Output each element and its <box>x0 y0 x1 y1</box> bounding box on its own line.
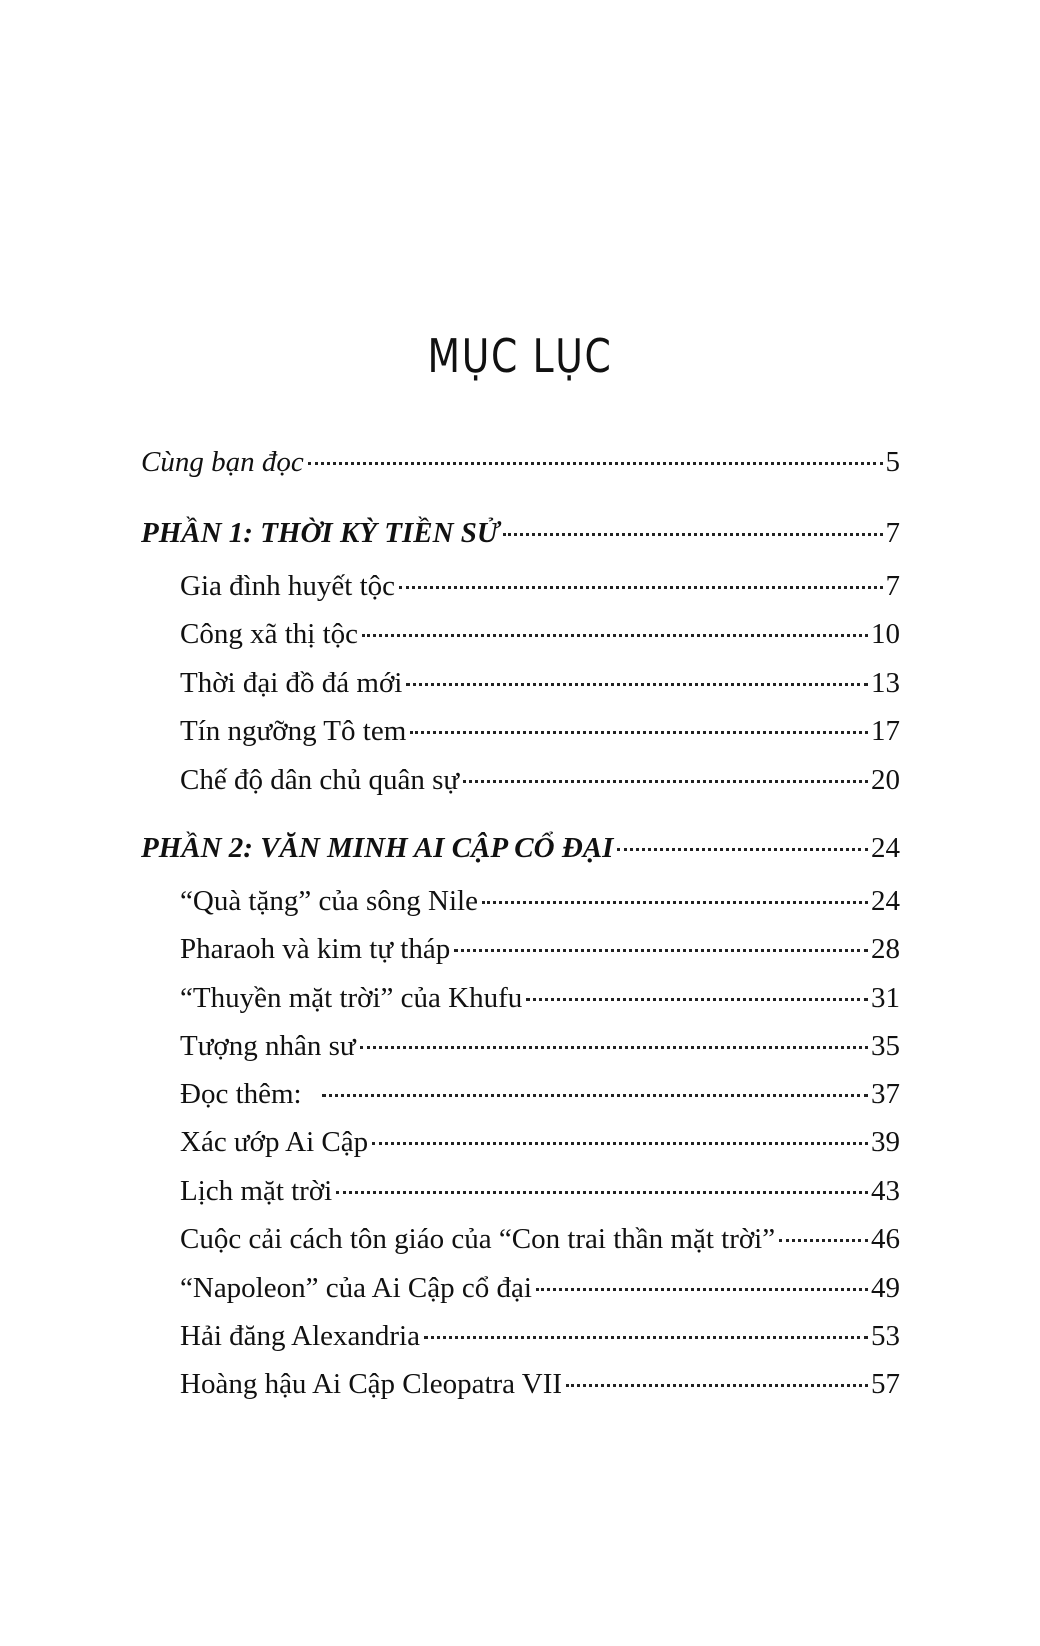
toc-entry[interactable] <box>180 614 900 654</box>
toc-entry[interactable] <box>180 1364 900 1404</box>
toc-entry-label: Xác ướp Ai Cập <box>180 1126 369 1158</box>
toc-entry[interactable] <box>180 1316 900 1356</box>
toc-leader-dots <box>566 1384 868 1387</box>
toc-entry[interactable] <box>180 1219 900 1259</box>
toc-entry-label: Hoàng hậu Ai Cập Cleopatra VII <box>180 1368 563 1400</box>
toc-entry-label: Công xã thị tộc <box>180 618 359 650</box>
toc-page-number: 5 <box>885 446 900 478</box>
toc-page-number: 28 <box>871 933 900 965</box>
toc-entry-part-2[interactable] <box>141 828 900 868</box>
toc-leader-dots <box>308 462 883 465</box>
toc-entry[interactable] <box>180 1026 900 1066</box>
toc-entry-label: “Napoleon” của Ai Cập cổ đại <box>180 1272 532 1304</box>
toc-entry-label: “Quà tặng” của sông Nile <box>180 885 478 917</box>
toc-page-number: 49 <box>871 1272 900 1304</box>
toc-leader-dots <box>360 1046 868 1049</box>
toc-page-number: 24 <box>871 832 900 864</box>
toc-entry-label: Hải đăng Alexandria <box>180 1320 420 1352</box>
toc-page-number: 43 <box>871 1175 900 1207</box>
toc-leader-dots <box>406 683 868 686</box>
toc-entry-label: Cùng bạn đọc <box>141 446 304 478</box>
toc-page-number: 7 <box>885 517 900 549</box>
toc-entry-label: PHẦN 2: VĂN MINH AI CẬP CỔ ĐẠI <box>141 832 614 864</box>
toc-entry[interactable] <box>180 663 900 703</box>
toc-entry[interactable] <box>180 1122 900 1162</box>
toc-entry[interactable] <box>180 1171 900 1211</box>
toc-leader-dots <box>503 533 882 536</box>
toc-entry-label: PHẦN 1: THỜI KỲ TIỀN SỬ <box>141 517 500 549</box>
toc-leader-dots <box>463 780 868 783</box>
toc-page-number: 13 <box>871 667 900 699</box>
toc-entry-label: Cuộc cải cách tôn giáo của “Con trai thần mặt trời” <box>180 1223 776 1255</box>
toc-entry-label: Đọc thêm: <box>180 1078 302 1110</box>
toc-page-number: 39 <box>871 1126 900 1158</box>
toc-entry-part-1[interactable] <box>141 513 900 553</box>
toc-entry-label: Pharaoh và kim tự tháp <box>180 933 451 965</box>
toc-leader-dots <box>454 949 868 952</box>
toc-leader-dots <box>526 998 868 1001</box>
toc-entry[interactable] <box>180 566 900 606</box>
toc-page-number: 35 <box>871 1030 900 1062</box>
toc-leader-dots <box>617 848 868 851</box>
toc-page-number: 24 <box>871 885 900 917</box>
toc-leader-dots <box>424 1336 868 1339</box>
toc-entry[interactable] <box>180 929 900 969</box>
toc-entry[interactable] <box>180 1268 900 1308</box>
toc-page-number: 57 <box>871 1368 900 1400</box>
toc-leader-dots <box>372 1142 868 1145</box>
toc-entry[interactable] <box>180 760 900 800</box>
toc-page-number: 20 <box>871 764 900 796</box>
toc-page-number: 7 <box>885 570 900 602</box>
toc-leader-dots <box>536 1288 868 1291</box>
toc-entry[interactable] <box>180 711 900 751</box>
toc-leader-dots <box>322 1094 868 1097</box>
page-title: MỤC LỤC <box>427 328 613 383</box>
toc-page-number: 37 <box>871 1078 900 1110</box>
toc-entry-label: Chế độ dân chủ quân sự <box>180 764 460 796</box>
toc-leader-dots <box>482 901 868 904</box>
toc-entry-label: Lịch mặt trời <box>180 1175 333 1207</box>
toc-leader-dots <box>410 731 868 734</box>
toc-entry[interactable] <box>180 1074 900 1114</box>
toc-entry-label: Thời đại đồ đá mới <box>180 667 403 699</box>
toc-leader-dots <box>362 634 868 637</box>
toc-page-number: 46 <box>871 1223 900 1255</box>
toc-leader-dots <box>336 1191 868 1194</box>
toc-page-number: 17 <box>871 715 900 747</box>
toc-leader-dots <box>779 1239 868 1242</box>
toc-page-number: 31 <box>871 982 900 1014</box>
toc-entry[interactable] <box>180 881 900 921</box>
toc-entry-label: Gia đình huyết tộc <box>180 570 396 602</box>
toc-entry-label: “Thuyền mặt trời” của Khufu <box>180 982 523 1014</box>
toc-page-number: 10 <box>871 618 900 650</box>
toc-entry-intro[interactable] <box>141 442 900 482</box>
toc-page-number: 53 <box>871 1320 900 1352</box>
toc-entry-label: Tín ngưỡng Tô tem <box>180 715 407 747</box>
toc-entry-label: Tượng nhân sư <box>180 1030 356 1062</box>
toc-entry[interactable] <box>180 978 900 1018</box>
toc-leader-dots <box>399 586 882 589</box>
